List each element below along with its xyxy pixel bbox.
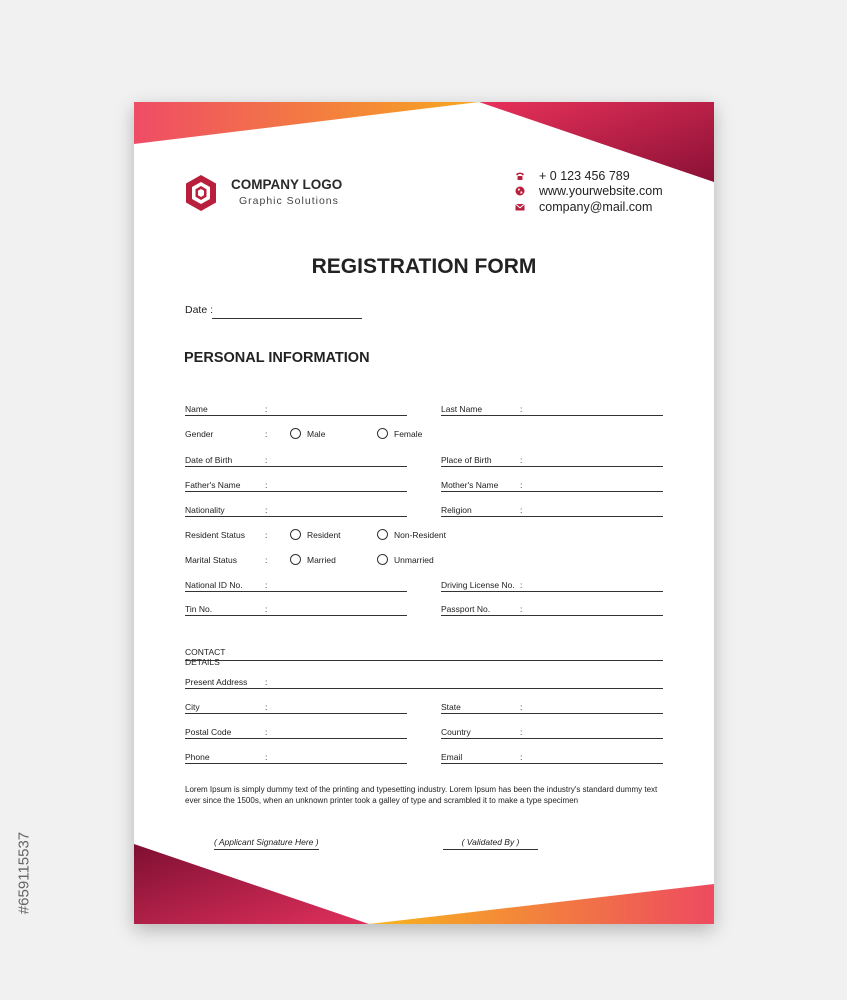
field-religion-label: Religion bbox=[441, 505, 472, 515]
phone-input-line[interactable] bbox=[185, 763, 407, 764]
field-gender-colon: : bbox=[265, 429, 268, 439]
place-of-birth-input-line[interactable] bbox=[441, 466, 663, 467]
field-passport-label: Passport No. bbox=[441, 604, 491, 614]
contact-email bbox=[515, 199, 663, 215]
field-state-colon: : bbox=[520, 702, 523, 712]
radio-female-circle[interactable] bbox=[377, 428, 388, 439]
field-national-id-colon: : bbox=[265, 580, 268, 590]
field-date-of-birth-colon: : bbox=[265, 455, 268, 465]
contact-phone bbox=[515, 168, 663, 184]
field-date-of-birth-label: Date of Birth bbox=[185, 455, 233, 465]
radio-male-circle[interactable] bbox=[290, 428, 301, 439]
top-left-accent bbox=[134, 102, 479, 144]
bottom-left-accent bbox=[134, 844, 369, 924]
applicant-signature[interactable] bbox=[214, 837, 319, 850]
field-phone-label: Phone bbox=[185, 752, 210, 762]
field-city-colon: : bbox=[265, 702, 268, 712]
radio-non-resident-label: Non-Resident bbox=[394, 529, 446, 540]
field-religion-colon: : bbox=[520, 505, 523, 515]
name-input-line[interactable] bbox=[185, 415, 407, 416]
field-nationality-label: Nationality bbox=[185, 505, 225, 515]
section-personal-information: PERSONAL INFORMATION bbox=[184, 350, 370, 366]
contact-website bbox=[515, 184, 663, 200]
radio-married-label: Married bbox=[307, 554, 336, 565]
globe-icon bbox=[515, 186, 525, 196]
contact-block bbox=[515, 168, 663, 215]
form-title: REGISTRATION FORM bbox=[311, 255, 537, 278]
logo-title: COMPANY LOGO bbox=[231, 177, 343, 192]
applicant-signature-label: ( Applicant Signature Here ) bbox=[214, 837, 319, 847]
radio-male[interactable] bbox=[290, 428, 325, 439]
hexagon-logo-icon bbox=[184, 174, 218, 212]
disclaimer-text: Lorem Ipsum is simply dummy text of the printing and typesetting industry. Lorem Ipsum has been the industry's standard dummy text ever since the 1500s, when an unknown printer took a galley of type and scrambled it to make a type specimen bbox=[185, 785, 658, 805]
city-input-line[interactable] bbox=[185, 713, 407, 714]
driving-license-input-line[interactable] bbox=[441, 591, 663, 592]
last-name-input-line[interactable] bbox=[441, 415, 663, 416]
postal-code-input-line[interactable] bbox=[185, 738, 407, 739]
field-last-name-colon: : bbox=[520, 404, 523, 414]
field-present-address-label: Present Address bbox=[185, 677, 248, 687]
field-fathers-name-colon: : bbox=[265, 480, 268, 490]
field-email-label: Email bbox=[441, 752, 463, 762]
field-driving-license-label: Driving License No. bbox=[441, 580, 515, 590]
field-gender-label: Gender bbox=[185, 429, 214, 439]
date-input-line[interactable] bbox=[212, 318, 362, 319]
radio-female-label: Female bbox=[394, 428, 423, 439]
field-country-colon: : bbox=[520, 727, 523, 737]
date-label: Date : bbox=[185, 304, 214, 316]
field-marital-status-colon: : bbox=[265, 555, 268, 565]
validated-by-line[interactable] bbox=[443, 849, 538, 850]
date-of-birth-input-line[interactable] bbox=[185, 466, 407, 467]
passport-input-line[interactable] bbox=[441, 615, 663, 616]
radio-non-resident-circle[interactable] bbox=[377, 529, 388, 540]
field-resident-status-colon: : bbox=[265, 530, 268, 540]
present-address-input-line[interactable] bbox=[185, 688, 663, 689]
radio-married[interactable] bbox=[290, 554, 336, 565]
radio-resident-label: Resident bbox=[307, 529, 341, 540]
field-national-id-label: National ID No. bbox=[185, 580, 243, 590]
field-postal-code-label: Postal Code bbox=[185, 727, 232, 737]
field-present-address-colon: : bbox=[265, 677, 268, 687]
field-postal-code-colon: : bbox=[265, 727, 268, 737]
field-place-of-birth-colon: : bbox=[520, 455, 523, 465]
field-driving-license-colon: : bbox=[520, 580, 523, 590]
validated-by-label: ( Validated By ) bbox=[461, 837, 520, 847]
field-name-colon: : bbox=[265, 404, 268, 414]
radio-resident[interactable] bbox=[290, 529, 341, 540]
field-tin-label: Tin No. bbox=[185, 604, 213, 614]
field-place-of-birth-label: Place of Birth bbox=[441, 455, 492, 465]
contact-details-divider bbox=[185, 660, 663, 661]
mail-icon bbox=[515, 202, 525, 212]
radio-unmarried[interactable] bbox=[377, 554, 434, 565]
field-country-label: Country bbox=[441, 727, 471, 737]
contact-website-text: www.yourwebsite.com bbox=[539, 184, 663, 199]
applicant-signature-line[interactable] bbox=[214, 849, 319, 850]
country-input-line[interactable] bbox=[441, 738, 663, 739]
field-city-label: City bbox=[185, 702, 200, 712]
field-mothers-name-colon: : bbox=[520, 480, 523, 490]
radio-unmarried-circle[interactable] bbox=[377, 554, 388, 565]
bottom-right-accent bbox=[369, 884, 714, 924]
field-last-name-label: Last Name bbox=[441, 404, 483, 414]
tin-input-line[interactable] bbox=[185, 615, 407, 616]
stock-id-text: #659115537 bbox=[15, 831, 33, 915]
field-mothers-name-label: Mother's Name bbox=[441, 480, 499, 490]
nationality-input-line[interactable] bbox=[185, 516, 407, 517]
contact-email-text: company@mail.com bbox=[539, 199, 653, 214]
email-input-line[interactable] bbox=[441, 763, 663, 764]
radio-unmarried-label: Unmarried bbox=[394, 554, 434, 565]
contact-phone-text: + 0 123 456 789 bbox=[539, 168, 630, 183]
section-contact-details: CONTACT DETAILS bbox=[185, 647, 226, 667]
field-state-label: State bbox=[441, 702, 461, 712]
field-email-colon: : bbox=[520, 752, 523, 762]
field-passport-colon: : bbox=[520, 604, 523, 614]
radio-married-circle[interactable] bbox=[290, 554, 301, 565]
phone-icon bbox=[515, 171, 525, 181]
field-tin-colon: : bbox=[265, 604, 268, 614]
radio-resident-circle[interactable] bbox=[290, 529, 301, 540]
field-fathers-name-label: Father's Name bbox=[185, 480, 241, 490]
radio-non-resident[interactable] bbox=[377, 529, 446, 540]
stock-id bbox=[14, 768, 34, 978]
mothers-name-input-line[interactable] bbox=[441, 491, 663, 492]
field-resident-status-label: Resident Status bbox=[185, 530, 246, 540]
registration-form-page bbox=[134, 102, 714, 924]
field-name-label: Name bbox=[185, 404, 208, 414]
validated-by[interactable] bbox=[443, 837, 538, 850]
radio-male-label: Male bbox=[307, 428, 326, 439]
logo-subtitle: Graphic Solutions bbox=[239, 195, 339, 207]
radio-female[interactable] bbox=[377, 428, 422, 439]
national-id-input-line[interactable] bbox=[185, 591, 407, 592]
field-phone-colon: : bbox=[265, 752, 268, 762]
field-nationality-colon: : bbox=[265, 505, 268, 515]
fathers-name-input-line[interactable] bbox=[185, 491, 407, 492]
field-marital-status-label: Marital Status bbox=[185, 555, 237, 565]
religion-input-line[interactable] bbox=[441, 516, 663, 517]
state-input-line[interactable] bbox=[441, 713, 663, 714]
